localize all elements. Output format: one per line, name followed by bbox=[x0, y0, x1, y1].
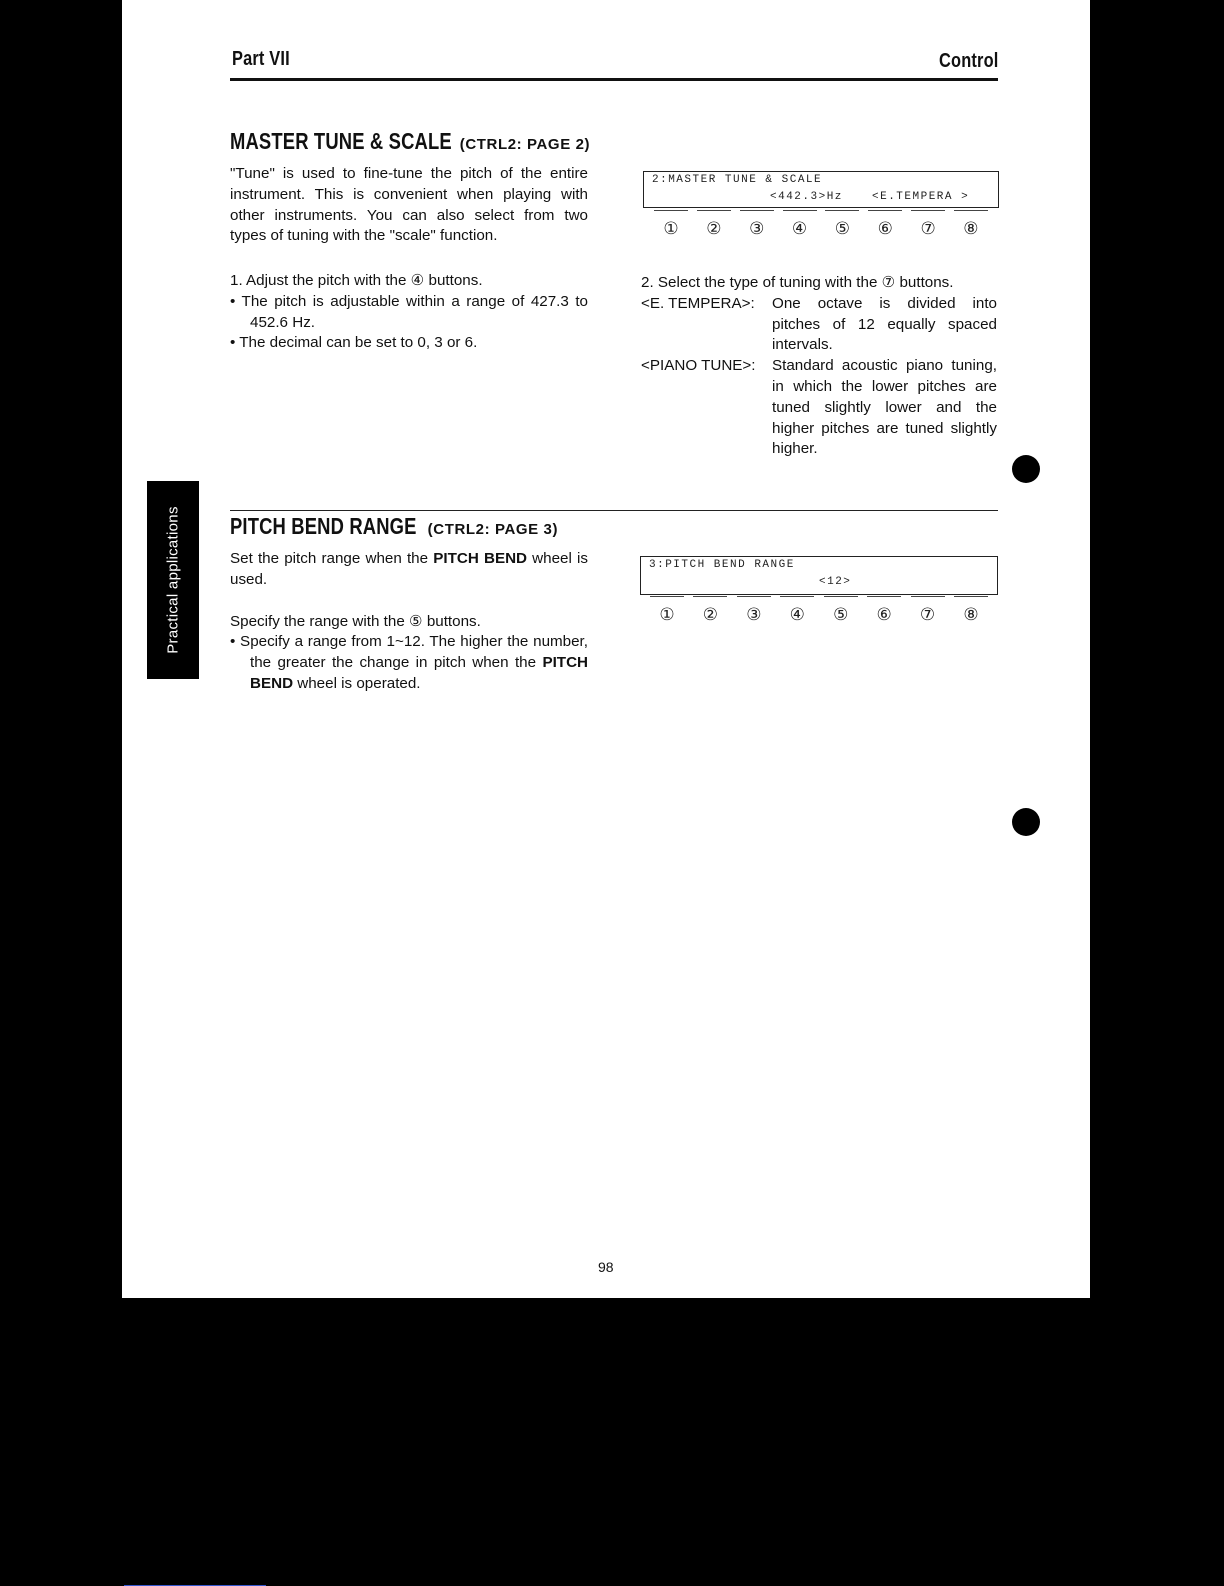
lcd-button-4[interactable]: ④ bbox=[783, 210, 817, 239]
lcd-buttons-master-tune bbox=[654, 210, 988, 239]
lcd-button-3[interactable]: ③ bbox=[740, 210, 774, 239]
bullet-decimal: • The decimal can be set to 0, 3 or 6. bbox=[230, 334, 478, 352]
page-number: 98 bbox=[598, 1259, 614, 1275]
definition-desc: Standard acoustic piano tuning, in which the lower pitches are tuned slightly lower and the higher pitches are tuned slightly higher. bbox=[772, 357, 997, 458]
lcd-button-1[interactable]: ① bbox=[654, 210, 688, 239]
section-title-main: MASTER TUNE & SCALE bbox=[230, 128, 452, 154]
lcd-button-8[interactable]: ⑧ bbox=[954, 596, 988, 625]
header-chapter: Control bbox=[938, 50, 998, 72]
lcd-line-2-hz: <442.3>Hz bbox=[770, 191, 843, 203]
pitch-bend-step: Specify the range with the ⑤ buttons. bbox=[230, 612, 481, 630]
side-tab-label: Practical applications bbox=[164, 506, 182, 654]
lcd-line-1: 3:PITCH BEND RANGE bbox=[649, 559, 795, 571]
lcd-line-2: <12> bbox=[819, 576, 852, 588]
lcd-button-6[interactable]: ⑥ bbox=[867, 596, 901, 625]
section-title-sub: (CTRL2: PAGE 3) bbox=[427, 521, 559, 538]
lcd-button-7[interactable]: ⑦ bbox=[911, 210, 945, 239]
definition-desc: One octave is divided into pitches of 12 equally spaced intervals. bbox=[772, 294, 997, 354]
definition-e-tempera bbox=[641, 294, 997, 356]
lcd-line-1: 2:MASTER TUNE & SCALE bbox=[652, 174, 823, 186]
lcd-button-4[interactable]: ④ bbox=[780, 596, 814, 625]
definition-term: <PIANO TUNE>: bbox=[641, 357, 756, 375]
lcd-line-2-scale: <E.TEMPERA > bbox=[872, 191, 970, 203]
margin-dot bbox=[1012, 455, 1040, 483]
lcd-buttons-pitch-bend bbox=[650, 596, 988, 625]
master-tune-steps-left bbox=[230, 271, 588, 354]
bullet-range: • The pitch is adjustable within a range of 427.3 to 452.6 Hz. bbox=[230, 292, 588, 331]
pitch-bend-text bbox=[230, 549, 588, 695]
master-tune-intro bbox=[230, 164, 588, 247]
lcd-display-master-tune bbox=[643, 171, 999, 208]
lcd-button-6[interactable]: ⑥ bbox=[868, 210, 902, 239]
section-title-pitch-bend bbox=[230, 513, 558, 540]
header-rule bbox=[230, 78, 998, 81]
side-tab bbox=[147, 481, 199, 679]
definition-term: <E. TEMPERA>: bbox=[641, 294, 755, 312]
pitch-bend-bullet: • Specify a range from 1~12. The higher the number, the greater the change in pitch when the PITCH BEND wheel is operated. bbox=[230, 633, 588, 692]
header-part: Part VII bbox=[232, 48, 290, 70]
intro-text: "Tune" is used to fine-tune the pitch of the entire instrument. This is convenient when playing with other instruments. You can also select from two types of tuning with the "scale" function. bbox=[230, 165, 588, 245]
lcd-button-3[interactable]: ③ bbox=[737, 596, 771, 625]
lcd-button-2[interactable]: ② bbox=[697, 210, 731, 239]
lcd-button-5[interactable]: ⑤ bbox=[824, 596, 858, 625]
pitch-bend-intro: Set the pitch range when the PITCH BEND wheel is used. bbox=[230, 550, 588, 588]
section-title-main: PITCH BEND RANGE bbox=[230, 513, 417, 539]
master-tune-steps-right bbox=[641, 273, 997, 460]
margin-dot bbox=[1012, 808, 1040, 836]
lcd-button-1[interactable]: ① bbox=[650, 596, 684, 625]
lcd-button-2[interactable]: ② bbox=[693, 596, 727, 625]
lcd-button-5[interactable]: ⑤ bbox=[825, 210, 859, 239]
lcd-button-7[interactable]: ⑦ bbox=[911, 596, 945, 625]
step-1: 1. Adjust the pitch with the ④ buttons. bbox=[230, 272, 483, 289]
definition-piano-tune bbox=[641, 356, 997, 460]
section-title-master-tune bbox=[230, 128, 590, 155]
section-title-sub: (CTRL2: PAGE 2) bbox=[459, 136, 591, 153]
section-divider bbox=[230, 510, 998, 511]
lcd-display-pitch-bend bbox=[640, 556, 998, 595]
step-2: 2. Select the type of tuning with the ⑦ buttons. bbox=[641, 274, 954, 291]
manual-page bbox=[122, 0, 1090, 1298]
lcd-button-8[interactable]: ⑧ bbox=[954, 210, 988, 239]
